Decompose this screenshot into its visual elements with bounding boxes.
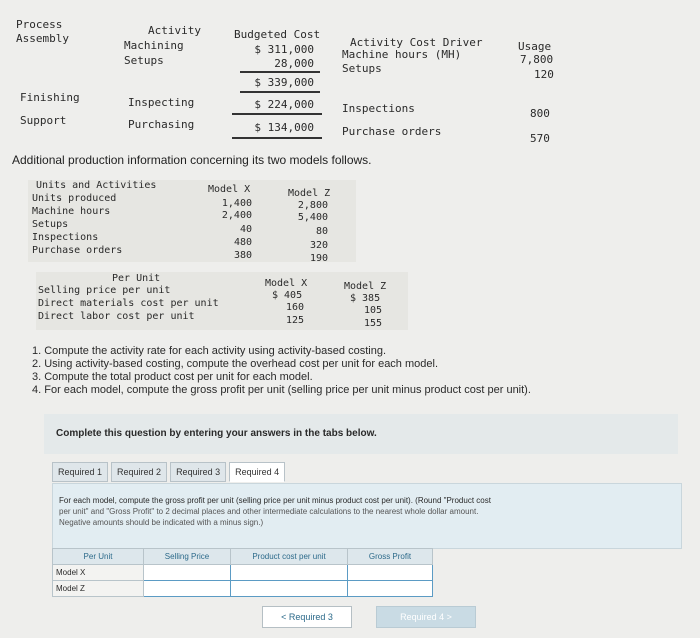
- grid-header-selling-price: Selling Price: [144, 549, 231, 565]
- units-row-z: 80: [315, 226, 328, 237]
- instructions-line-1: For each model, compute the gross profit per unit (selling price per unit minus product cost per unit). (Round "Product cost: [59, 496, 491, 505]
- per-unit-row-x: $ 405: [272, 290, 303, 301]
- driver-inspecting: Inspections: [342, 102, 415, 115]
- units-row-z: 5,400: [297, 212, 328, 223]
- tab-required-3[interactable]: Required 3: [170, 462, 226, 482]
- grid-header-gross-profit: Gross Profit: [348, 549, 433, 565]
- gross-profit-input-model-x[interactable]: [348, 565, 433, 581]
- per-unit-row-label: Selling price per unit: [38, 285, 171, 296]
- selling-price-input-model-z[interactable]: [144, 581, 231, 597]
- units-row-label: Purchase orders: [32, 245, 123, 256]
- units-col-model-x: Model X: [208, 184, 251, 195]
- units-row-z: 320: [309, 240, 328, 251]
- purchasing-underline: [232, 137, 322, 139]
- selling-price-input-model-x[interactable]: [144, 565, 231, 581]
- units-row-x: 380: [233, 250, 252, 261]
- activity-purchasing: Purchasing: [128, 118, 195, 131]
- finishing-label: Finishing: [20, 91, 80, 104]
- usage-purchasing: 570: [530, 132, 550, 145]
- usage-setups: 120: [534, 68, 554, 81]
- assembly-label: Assembly: [16, 32, 69, 45]
- instructions-panel: [52, 483, 682, 549]
- question-2: 2. Using activity-based costing, compute the overhead cost per unit for each model.: [32, 358, 438, 370]
- units-row-x: 1,400: [221, 198, 252, 209]
- instructions-line-3: Negative amounts should be indicated with a minus sign.): [59, 518, 264, 527]
- cost-inspecting: $ 224,000: [254, 98, 314, 111]
- activity-cost-driver-header: Activity Cost Driver: [350, 36, 483, 49]
- units-row-label: Setups: [32, 219, 69, 230]
- additional-info-text: Additional production information concerning its two models follows.: [12, 153, 372, 167]
- gross-profit-input-model-z[interactable]: [348, 581, 433, 597]
- units-row-x: 2,400: [221, 210, 252, 221]
- budgeted-cost-header: Budgeted Cost: [234, 28, 321, 41]
- inspecting-underline: [232, 113, 322, 115]
- units-row-label: Inspections: [32, 232, 99, 243]
- subtotal-underline: [240, 91, 320, 93]
- per-unit-row-z: 105: [364, 305, 383, 316]
- question-4: 4. For each model, compute the gross profit per unit (selling price per unit minus product cost per unit).: [32, 384, 531, 396]
- units-row-z: 2,800: [297, 200, 328, 211]
- usage-inspecting: 800: [530, 107, 550, 120]
- per-unit-row-label: Direct materials cost per unit: [38, 298, 219, 309]
- units-row-x: 40: [239, 224, 252, 235]
- activity-header: Activity: [148, 24, 201, 37]
- tab-required-4[interactable]: Required 4: [229, 462, 285, 482]
- prev-required-3-button[interactable]: < Required 3: [262, 606, 352, 628]
- tab-required-2[interactable]: Required 2: [111, 462, 167, 482]
- units-row-label: Units produced: [32, 193, 117, 204]
- per-unit-header: Per Unit: [112, 273, 161, 284]
- activity-setups: Setups: [124, 54, 164, 67]
- per-unit-col-model-x: Model X: [265, 278, 308, 289]
- units-row-z: 190: [309, 253, 328, 264]
- grid-row-model-x: Model X: [53, 565, 144, 581]
- grid-header-per-unit: Per Unit: [53, 549, 144, 565]
- grid-header-product-cost: Product cost per unit: [231, 549, 348, 565]
- tab-required-1[interactable]: Required 1: [52, 462, 108, 482]
- driver-purchasing: Purchase orders: [342, 125, 442, 138]
- subtotal-line: [240, 71, 320, 73]
- usage-machining: 7,800: [520, 53, 554, 66]
- instructions-line-2: per unit" and "Gross Profit" to 2 decimal places and other intermediate calculations to the nearest whole dollar amount.: [59, 507, 479, 516]
- driver-setups: Setups: [342, 62, 382, 75]
- cost-setups: 28,000: [274, 57, 314, 70]
- per-unit-row-z: $ 385: [350, 293, 381, 304]
- per-unit-row-label: Direct labor cost per unit: [38, 311, 195, 322]
- product-cost-input-model-z[interactable]: [231, 581, 348, 597]
- complete-note: Complete this question by entering your answers in the tabs below.: [56, 428, 377, 439]
- per-unit-row-x: 125: [286, 315, 305, 326]
- driver-machining: Machine hours (MH): [342, 48, 462, 61]
- usage-header: Usage: [518, 40, 552, 53]
- support-label: Support: [20, 114, 67, 127]
- activity-inspecting: Inspecting: [128, 96, 195, 109]
- subtotal-cost: $ 339,000: [254, 76, 314, 89]
- activity-machining: Machining: [124, 39, 184, 52]
- units-row-label: Machine hours: [32, 206, 111, 217]
- per-unit-row-x: 160: [286, 302, 305, 313]
- question-1: 1. Compute the activity rate for each activity using activity-based costing.: [32, 345, 386, 357]
- cost-machining: $ 311,000: [254, 43, 314, 56]
- per-unit-row-z: 155: [364, 318, 383, 329]
- units-col-model-z: Model Z: [288, 188, 331, 199]
- process-header: Process: [16, 18, 63, 31]
- requirement-tabs: [52, 462, 288, 482]
- per-unit-col-model-z: Model Z: [344, 281, 387, 292]
- question-3: 3. Compute the total product cost per unit for each model.: [32, 371, 313, 383]
- units-row-x: 480: [233, 237, 252, 248]
- answer-grid: [52, 548, 433, 597]
- next-required-4-button[interactable]: Required 4 >: [376, 606, 476, 628]
- units-table-header: Units and Activities: [36, 180, 157, 191]
- product-cost-input-model-x[interactable]: [231, 565, 348, 581]
- cost-purchasing: $ 134,000: [254, 121, 314, 134]
- grid-row-model-z: Model Z: [53, 581, 144, 597]
